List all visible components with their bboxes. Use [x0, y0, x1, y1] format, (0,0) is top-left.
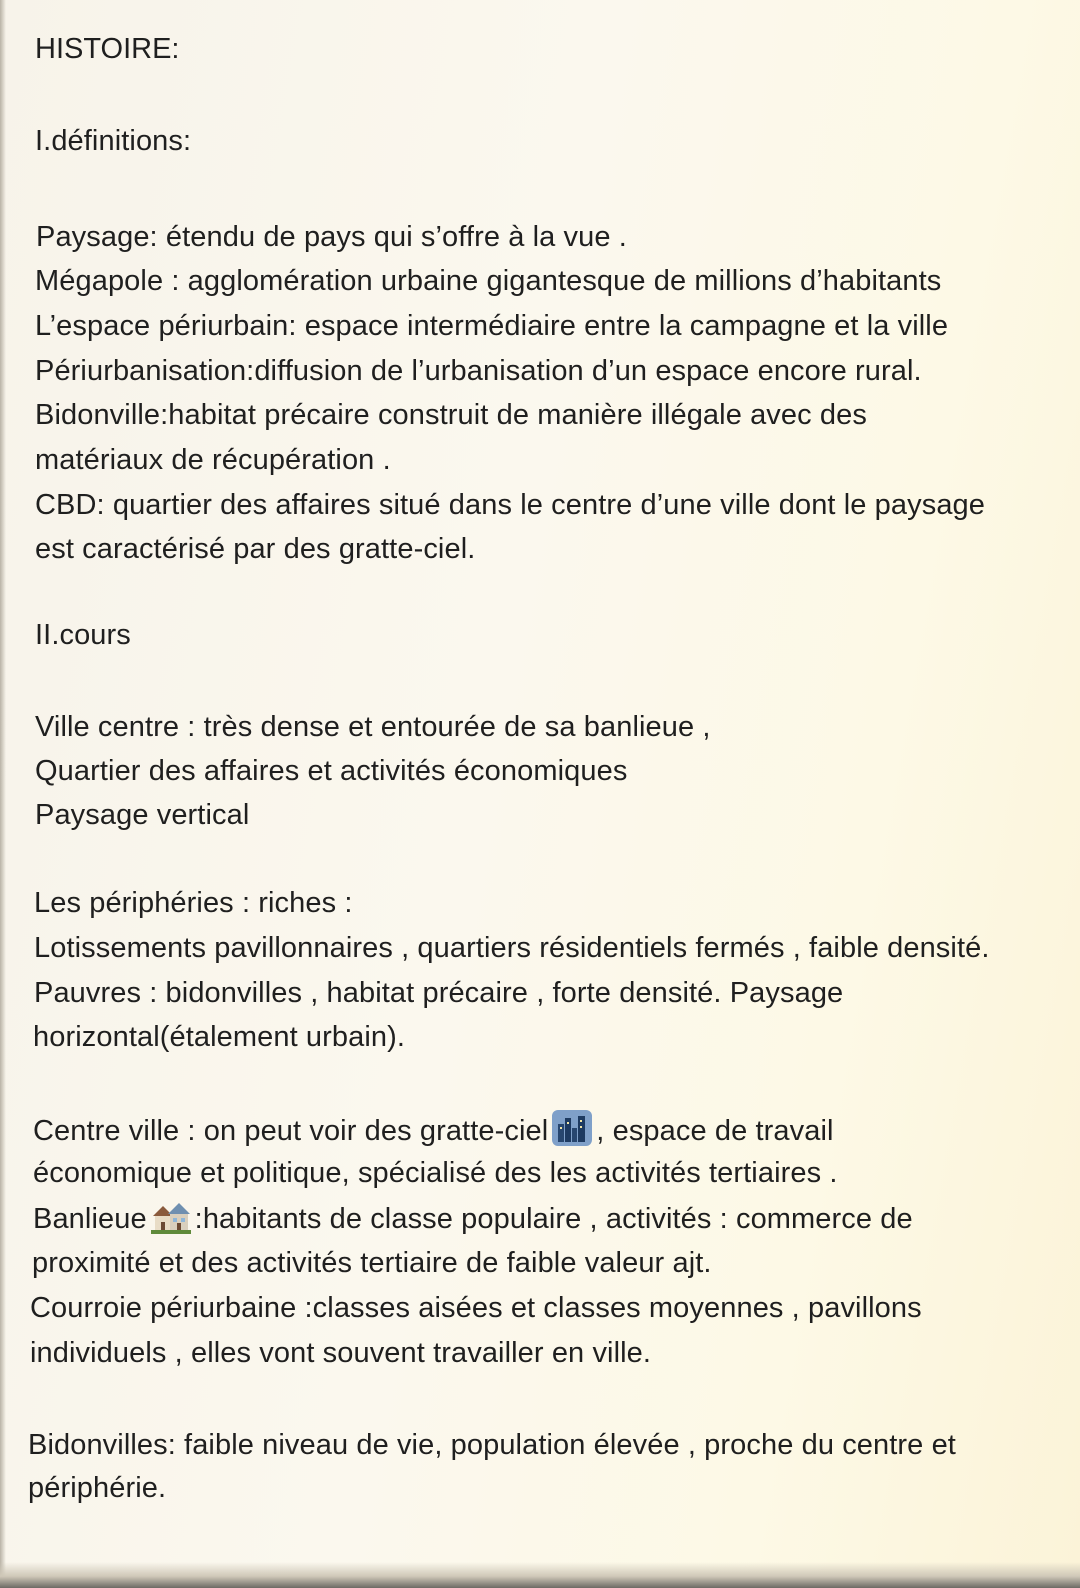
centre-ville-text-b: , espace de travail — [596, 1115, 834, 1147]
paper-bottom-edge — [0, 1562, 1080, 1588]
ville-centre-line3: Paysage vertical — [35, 799, 250, 831]
peripheries-line1: Les périphéries : riches : — [34, 887, 353, 919]
definition-megapole: Mégapole : agglomération urbaine gigantesque de millions d’habitants — [35, 265, 942, 297]
peripheries-line3: Pauvres : bidonvilles , habitat précaire , forte densité. Paysage — [34, 977, 844, 1009]
centre-ville-line2: économique et politique, spécialisé des les activités tertiaires . — [33, 1157, 838, 1189]
banlieue-line1 — [33, 1200, 913, 1242]
banlieue-text-b: :habitants de classe populaire , activités : commerce de — [194, 1203, 913, 1235]
cityscape-emoji-icon — [552, 1110, 592, 1154]
definition-bidonville-line1: Bidonville:habitat précaire construit de manière illégale avec des — [35, 399, 867, 431]
couronne-periurbaine-line1: Courroie périurbaine :classes aisées et classes moyennes , pavillons — [30, 1292, 922, 1324]
definition-bidonville-line2: matériaux de récupération . — [35, 444, 391, 476]
ville-centre-line1: Ville centre : très dense et entourée de sa banlieue , — [35, 711, 711, 743]
banlieue-line2: proximité et des activités tertiaire de faible valeur ajt. — [32, 1247, 712, 1279]
definition-espace-periurbain: L’espace périurbain: espace intermédiaire entre la campagne et la ville — [35, 310, 949, 342]
ville-centre-line2: Quartier des affaires et activités économiques — [35, 755, 628, 787]
couronne-periurbaine-line2: individuels , elles vont souvent travailler en ville. — [30, 1337, 652, 1369]
bidonvilles-line1: Bidonvilles: faible niveau de vie, population élevée , proche du centre et — [28, 1429, 956, 1461]
centre-ville-text-a: Centre ville : on peut voir des gratte-ciel — [33, 1115, 549, 1147]
bidonvilles-line2: périphérie. — [28, 1472, 167, 1504]
definition-cbd-line2: est caractérisé par des gratte-ciel. — [35, 533, 476, 565]
peripheries-line4: horizontal(étalement urbain). — [33, 1021, 406, 1053]
centre-ville-line1 — [33, 1110, 834, 1154]
section-heading-cours: II.cours — [35, 619, 131, 651]
paper-left-edge — [0, 0, 6, 1588]
definition-cbd-line1: CBD: quartier des affaires situé dans le centre d’une ville dont le paysage — [35, 489, 986, 521]
peripheries-line2: Lotissements pavillonnaires , quartiers résidentiels fermés , faible densité. — [34, 932, 990, 964]
document-title: HISTOIRE: — [35, 33, 180, 65]
banlieue-text-a: Banlieue — [33, 1203, 147, 1235]
houses-emoji-icon — [151, 1200, 191, 1242]
definition-periurbanisation: Périurbanisation:diffusion de l’urbanisation d’un espace encore rural. — [35, 355, 922, 387]
section-heading-definitions: I.définitions: — [35, 125, 192, 157]
definition-paysage: Paysage: étendu de pays qui s’offre à la vue . — [36, 221, 627, 253]
